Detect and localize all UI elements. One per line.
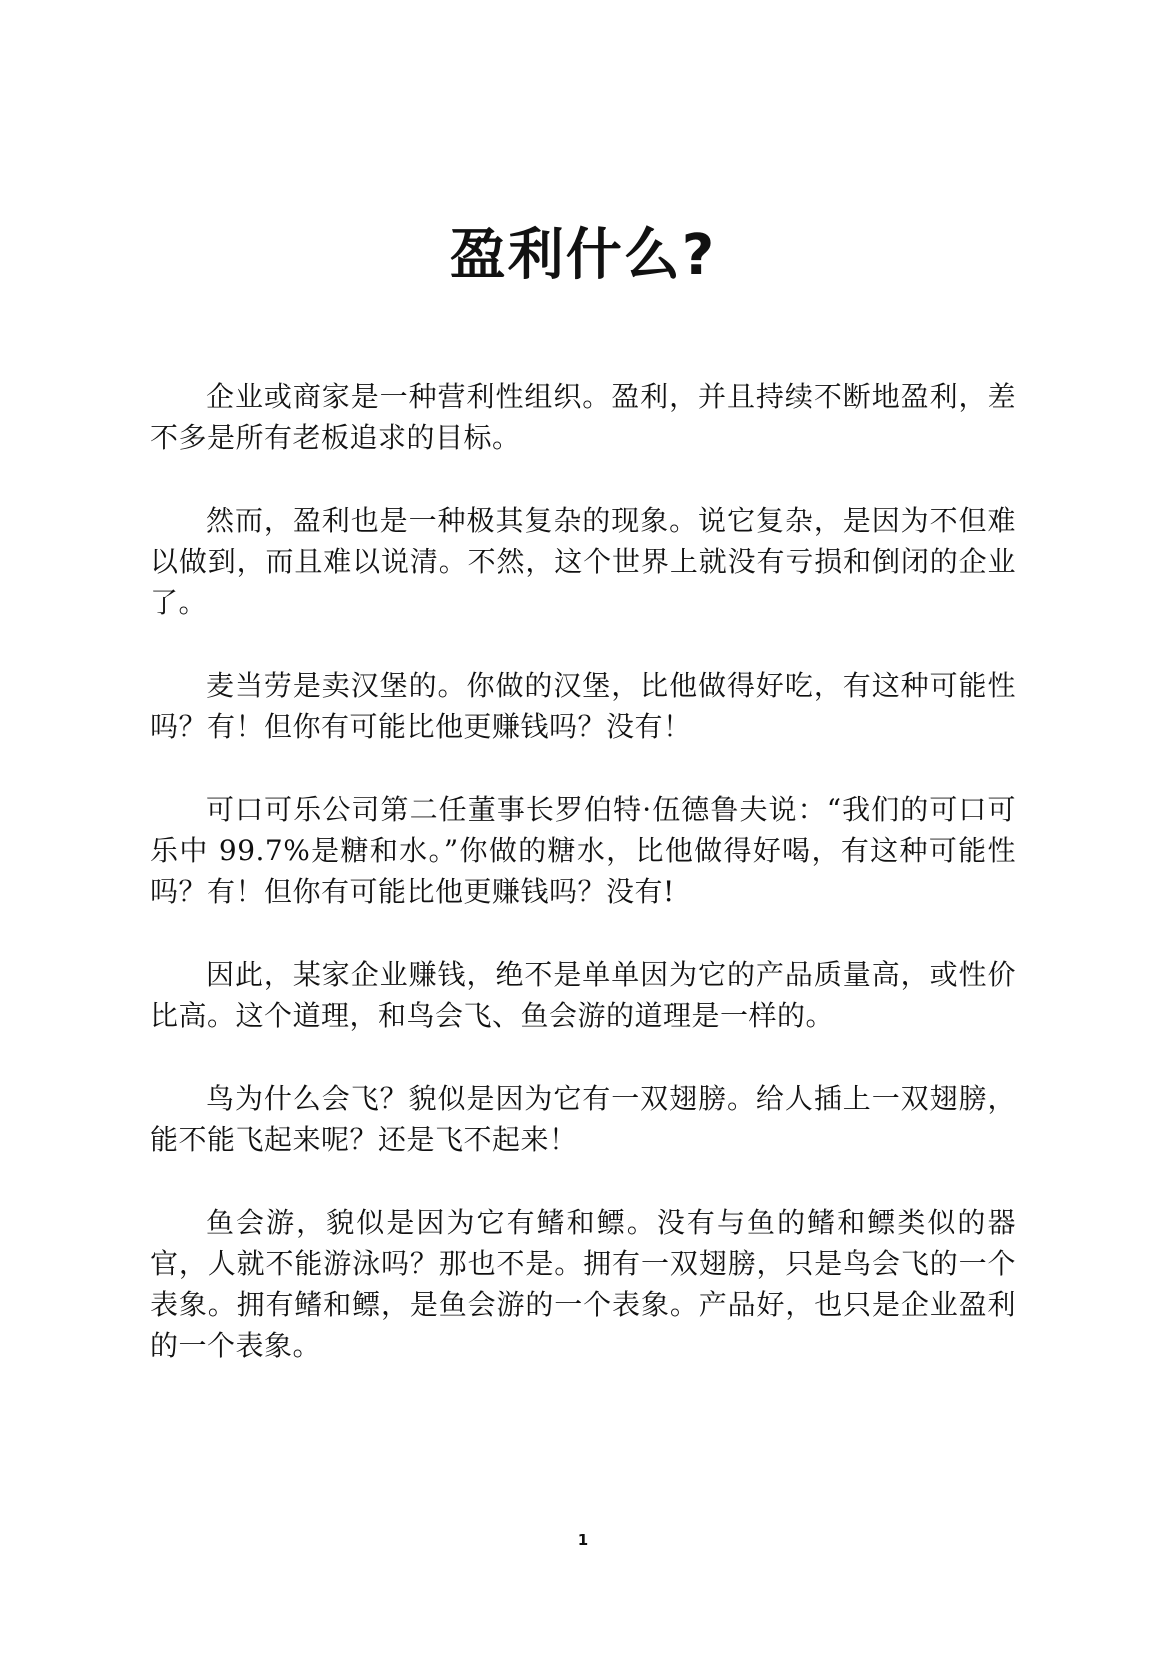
body-text — [150, 376, 1016, 1408]
paragraph-5: 因此，某家企业赚钱，绝不是单单因为它的产品质量高，或性价比高。这个道理，和鸟会飞、鱼会游的道理是一样的。 — [150, 958, 1016, 1032]
page-title: 盈利什么? — [449, 223, 717, 288]
paragraph-2: 然而，盈利也是一种极其复杂的现象。说它复杂，是因为不但难以做到，而且难以说清。不然，这个世界上就没有亏损和倒闭的企业了。 — [150, 504, 1016, 619]
paragraph-6: 鸟为什么会飞？貌似是因为它有一双翅膀。给人插上一双翅膀，能不能飞起来呢？还是飞不起来！ — [150, 1082, 1016, 1156]
paragraph-1: 企业或商家是一种营利性组织。盈利，并且持续不断地盈利，差不多是所有老板追求的目标。 — [150, 380, 1016, 454]
paragraph-3: 麦当劳是卖汉堡的。你做的汉堡，比他做得好吃，有这种可能性吗？有！但你有可能比他更赚钱吗？没有！ — [150, 669, 1016, 743]
paragraph-4: 可口可乐公司第二任董事长罗伯特·伍德鲁夫说：“我们的可口可乐中 99.7%是糖和水。”你做的糖水，比他做得好喝，有这种可能性吗？有！但你有可能比他更赚钱吗？没有! — [150, 793, 1016, 908]
page-number: 1 — [577, 1531, 589, 1549]
paragraph-7: 鱼会游，貌似是因为它有鳍和鳔。没有与鱼的鳍和鳔类似的器官，人就不能游泳吗？那也不是。拥有一双翅膀，只是鸟会飞的一个表象。拥有鳍和鳔，是鱼会游的一个表象。产品好，也只是企业盈利的一个表象。 — [150, 1206, 1016, 1362]
